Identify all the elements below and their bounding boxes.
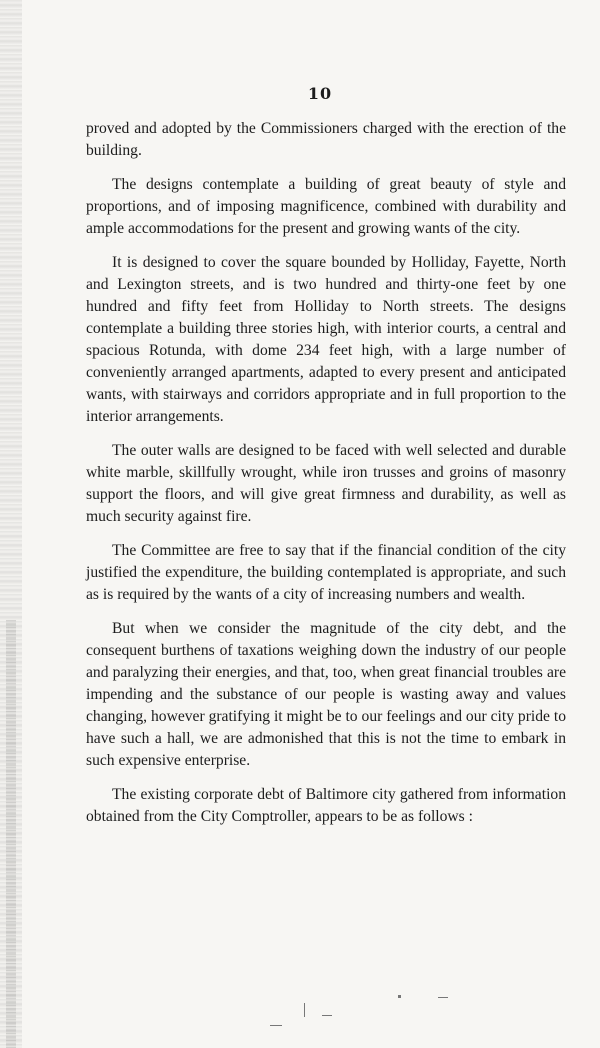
paragraph-4: The outer walls are designed to be faced with well selected and durable white marble, skillfully wrought, while iron trusses and groins of masonry support the floors, and will give great firmness and durability, as well as much security against fire. [86, 442, 566, 525]
page-number: 10 [307, 84, 333, 103]
binding-gutter [0, 0, 22, 1048]
paragraph-6: But when we consider the magnitude of the city debt, and the consequent burthens of taxations weighing down the industry of our people and paralyzing their energies, and that, too, when great financial troubles are impending and the substance of our people is wasting away and values changing, however gratifying it might be to our feelings and our city pride to have such a hall, we are admonished that this is not the time to embark in such expensive enterprise. [86, 620, 566, 769]
paragraph-1: proved and adopted by the Commissioners charged with the erection of the building. [86, 120, 566, 159]
paragraph-3: It is designed to cover the square bounded by Holliday, Fayette, North and Lexington streets, and is two hundred and thirty-one feet by one hundred and fifty feet from Holliday to North streets. The designs contemplate a building three stories high, with interior courts, a central and spacious Rotunda, with dome 234 feet high, with a large number of conveniently arranged apartments, adapted to every present and anticipated wants, with stairways and corridors appropriate and in full proportion to the interior arrangements. [86, 254, 566, 425]
paragraph-2: The designs contemplate a building of great beauty of style and proportions, and of imposing magnificence, combined with durability and ample accommodations for the present and growing wants of the city. [86, 176, 566, 237]
stray-ink-marks [260, 995, 460, 1035]
paragraph-7: The existing corporate debt of Baltimore city gathered from information obtained from the City Comptroller, appears to be as follows : [86, 786, 566, 825]
paragraph-5: The Committee are free to say that if the financial condition of the city justified the expenditure, the building contemplated is appropriate, and such as is required by the wants of a city of increasing numbers and wealth. [86, 542, 566, 603]
body-text [86, 118, 566, 840]
